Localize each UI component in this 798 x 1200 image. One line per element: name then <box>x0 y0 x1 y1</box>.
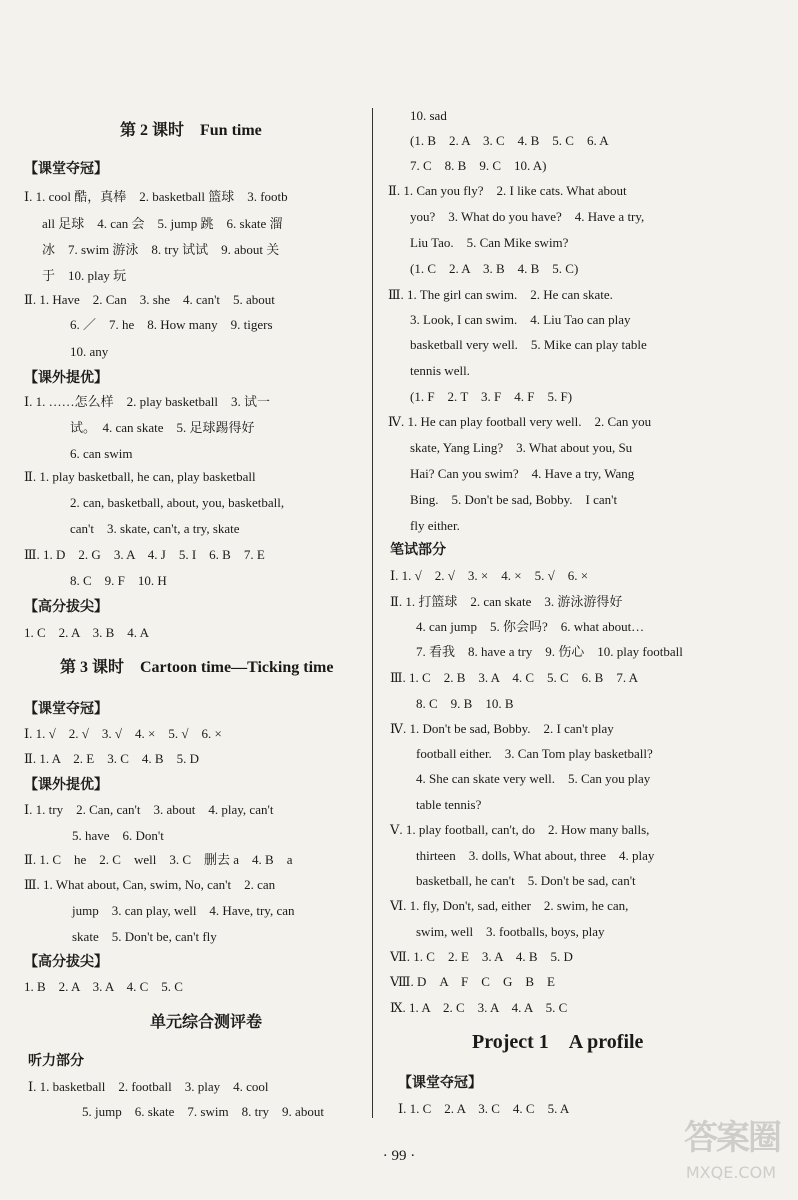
answer-line: Ⅸ. 1. A 2. C 3. A 4. A 5. C <box>390 1000 568 1015</box>
answer-line: 4. She can skate very well. 5. Can you play <box>416 771 651 786</box>
answer-line: tennis well. <box>410 363 470 378</box>
right-column <box>376 0 798 1200</box>
answer-line: Liu Tao. 5. Can Mike swim? <box>410 235 569 250</box>
section-label-extra: 【课外提优】 <box>24 371 108 386</box>
answer-line: Ⅰ. 1. cool 酷，真棒 2. basketball 篮球 3. footb <box>24 189 288 204</box>
answer-line: Hai? Can you swim? 4. Have a try, Wang <box>410 466 635 481</box>
answer-line: Bing. 5. Don't be sad, Bobby. I can't <box>410 492 618 507</box>
answer-line: can't 3. skate, can't, a try, skate <box>70 521 240 536</box>
answer-line: Ⅷ. D A F C G B E <box>390 974 555 989</box>
answer-line: 6. ／ 7. he 8. How many 9. tigers <box>70 317 273 332</box>
column-divider <box>372 108 373 1118</box>
answer-line: jump 3. can play, well 4. Have, try, can <box>72 903 295 918</box>
answer-line: 5. jump 6. skate 7. swim 8. try 9. about <box>82 1104 324 1119</box>
answer-line: skate 5. Don't be, can't fly <box>72 929 217 944</box>
answer-line: Ⅰ. 1. C 2. A 3. C 4. C 5. A <box>398 1101 570 1116</box>
answer-line: Ⅱ. 1. Have 2. Can 3. she 4. can't 5. about <box>24 292 275 307</box>
left-column <box>0 0 372 1200</box>
answer-line: Ⅰ. 1. ……怎么样 2. play basketball 3. 试一 <box>24 394 270 409</box>
answer-line: thirteen 3. dolls, What about, three 4. play <box>416 848 655 863</box>
answer-line: Ⅱ. 1. A 2. E 3. C 4. B 5. D <box>24 751 199 766</box>
heading-lesson-3: 第 3 课时 Cartoon time—Ticking time <box>60 659 334 676</box>
section-label-top: 【高分拔尖】 <box>24 600 108 615</box>
answer-line: Ⅰ. 1. √ 2. √ 3. × 4. × 5. √ 6. × <box>390 568 589 583</box>
answer-line: Ⅱ. 1. C he 2. C well 3. C 删去 a 4. B a <box>24 852 293 867</box>
answer-line: 7. 看我 8. have a try 9. 伤心 10. play football <box>416 644 683 659</box>
page-number: · 99 · <box>382 1148 416 1164</box>
answer-line: 2. can, basketball, about, you, basketball, <box>70 495 285 510</box>
answer-line: 3. Look, I can swim. 4. Liu Tao can play <box>410 312 631 327</box>
answer-line: skate, Yang Ling? 3. What about you, Su <box>410 440 633 455</box>
answer-line: 8. C 9. B 10. B <box>416 696 514 711</box>
answer-line: swim, well 3. footballs, boys, play <box>416 924 605 939</box>
answer-line: Ⅰ. 1. √ 2. √ 3. √ 4. × 5. √ 6. × <box>24 726 222 741</box>
watermark-main: 答案圈 <box>684 1118 780 1158</box>
answer-line: 于 10. play 玩 <box>42 268 127 283</box>
answer-line: basketball very well. 5. Mike can play table <box>410 337 647 352</box>
answer-line: you? 3. What do you have? 4. Have a try, <box>410 209 645 224</box>
answer-line: 10. any <box>70 344 109 359</box>
answer-line: Ⅴ. 1. play football, can't, do 2. How many balls, <box>390 822 650 837</box>
section-label-extra: 【课外提优】 <box>24 778 108 793</box>
section-label-top: 【高分拔尖】 <box>24 955 108 970</box>
answer-line: (1. B 2. A 3. C 4. B 5. C 6. A <box>410 133 609 148</box>
answer-line: 4. can jump 5. 你会吗? 6. what about… <box>416 619 645 634</box>
heading-project: Project 1 A profile <box>472 1031 644 1053</box>
answer-line: (1. F 2. T 3. F 4. F 5. F) <box>410 389 573 404</box>
answer-line: 1. C 2. A 3. B 4. A <box>24 625 149 640</box>
answer-line: 8. C 9. F 10. H <box>70 573 167 588</box>
answer-line: Ⅳ. 1. Don't be sad, Bobby. 2. I can't play <box>390 721 614 736</box>
answer-line: Ⅱ. 1. play basketball, he can, play basketball <box>24 469 256 484</box>
watermark-logo <box>624 1110 784 1182</box>
answer-line: 10. sad <box>410 108 447 123</box>
watermark-sub: MXQE.COM <box>685 1163 776 1182</box>
answer-line: 6. can swim <box>70 446 133 461</box>
answer-line: 7. C 8. B 9. C 10. A) <box>410 158 547 173</box>
section-label-classroom: 【课堂夺冠】 <box>398 1076 482 1091</box>
answer-line: Ⅱ. 1. Can you fly? 2. I like cats. What about <box>388 183 627 198</box>
heading-unit-test: 单元综合测评卷 <box>150 1014 263 1031</box>
answer-line: Ⅲ. 1. D 2. G 3. A 4. J 5. I 6. B 7. E <box>24 547 265 562</box>
answer-line: Ⅶ. 1. C 2. E 3. A 4. B 5. D <box>390 949 573 964</box>
answer-line: Ⅰ. 1. basketball 2. football 3. play 4. cool <box>28 1079 269 1094</box>
answer-line: Ⅳ. 1. He can play football very well. 2. Can you <box>388 414 652 429</box>
answer-line: football either. 3. Can Tom play basketball? <box>416 746 653 761</box>
answer-line: Ⅵ. 1. fly, Don't, sad, either 2. swim, he can, <box>390 898 629 913</box>
section-label-classroom: 【课堂夺冠】 <box>24 162 108 177</box>
heading-lesson-2: 第 2 课时 Fun time <box>120 122 262 139</box>
answer-line: Ⅰ. 1. try 2. Can, can't 3. about 4. play, can't <box>24 802 274 817</box>
answer-line: 5. have 6. Don't <box>72 828 164 843</box>
section-label-written: 笔试部分 <box>390 543 446 558</box>
section-label-classroom: 【课堂夺冠】 <box>24 702 108 717</box>
answer-line: Ⅲ. 1. What about, Can, swim, No, can't 2. can <box>24 877 276 892</box>
answer-line: Ⅲ. 1. C 2. B 3. A 4. C 5. C 6. B 7. A <box>390 670 639 685</box>
answer-line: 冰 7. swim 游泳 8. try 试试 9. about 关 <box>42 242 280 257</box>
answer-line: Ⅲ. 1. The girl can swim. 2. He can skate. <box>388 287 613 302</box>
answer-line: Ⅱ. 1. 打篮球 2. can skate 3. 游泳游得好 <box>390 594 623 609</box>
answer-line: all 足球 4. can 会 5. jump 跳 6. skate 溜 <box>42 216 283 231</box>
answer-line: fly either. <box>410 518 460 533</box>
answer-line: table tennis? <box>416 797 482 812</box>
answer-line: (1. C 2. A 3. B 4. B 5. C) <box>410 261 579 276</box>
answer-line: 1. B 2. A 3. A 4. C 5. C <box>24 979 183 994</box>
answer-line: 试。 4. can skate 5. 足球踢得好 <box>70 420 255 435</box>
answer-line: basketball, he can't 5. Don't be sad, can't <box>416 873 636 888</box>
section-label-listening: 听力部分 <box>28 1054 84 1069</box>
